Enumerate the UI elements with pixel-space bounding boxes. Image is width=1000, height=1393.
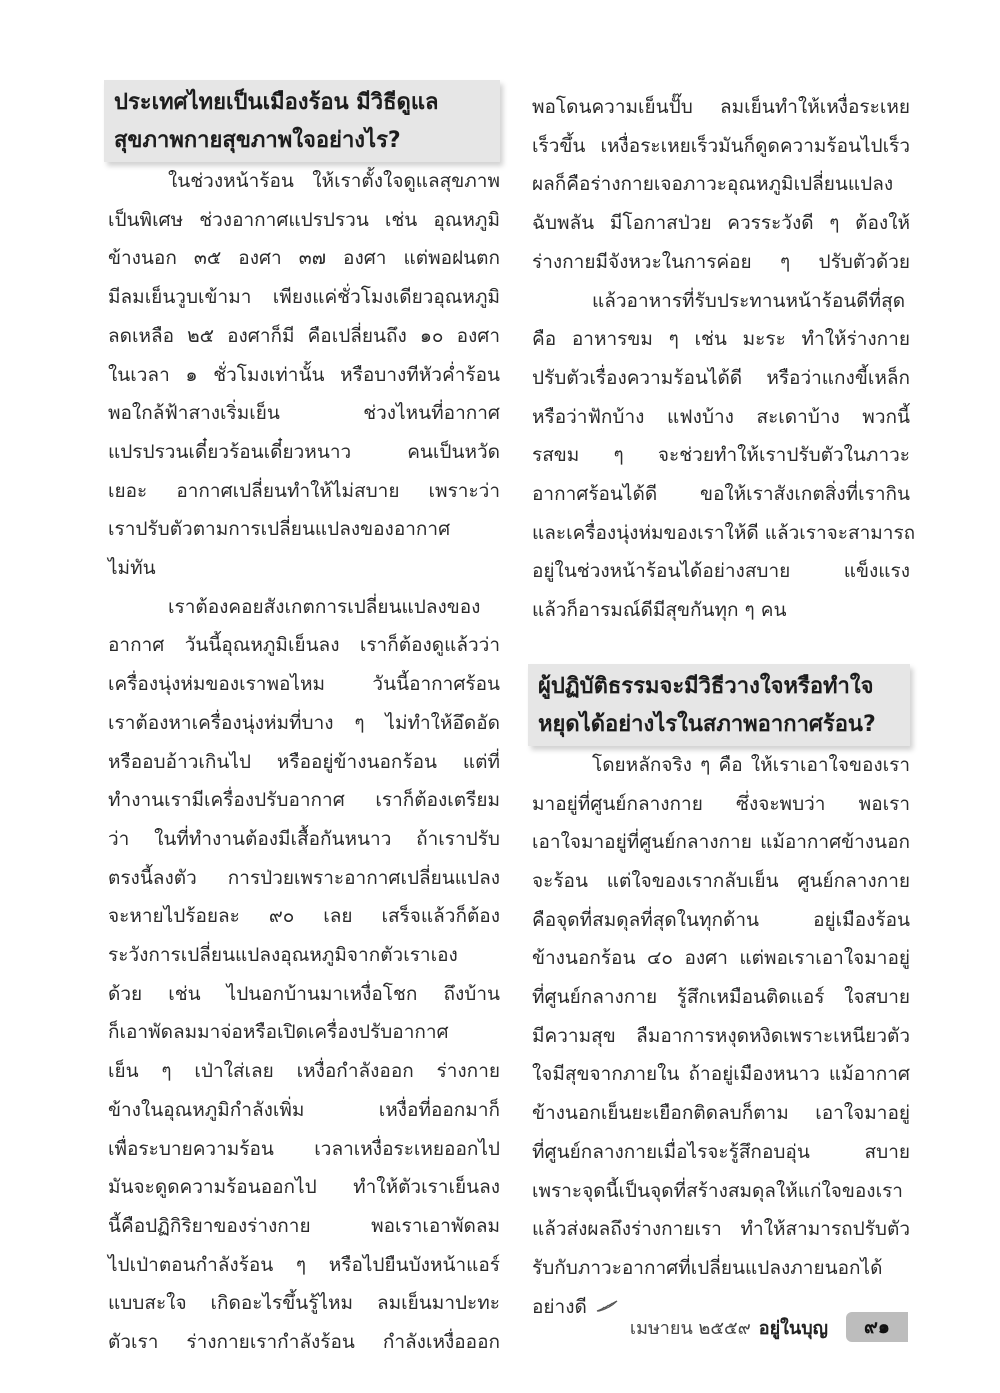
text-line: ใจมีสุขจากภายใน ถ้าอยู่เมืองหนาว แม้อากาศ xyxy=(532,1063,910,1086)
text-line: ร่างกายมีจังหวะในการค่อย ๆ ปรับตัวด้วย xyxy=(532,250,910,273)
text-line: ในช่วงหน้าร้อน ให้เราตั้งใจดูแลสุขภาพ xyxy=(168,170,500,192)
text-line: หรือว่าฟักบ้าง แฟงบ้าง สะเดาบ้าง พวกนี้ xyxy=(532,405,910,428)
text-line: และเครื่องนุ่งห่มของเราให้ดี แล้วเราจะสามารถ xyxy=(532,521,916,544)
text-line: ปรับตัวเรื่องความร้อนได้ดี หรือว่าแกงขี้เหล็ก xyxy=(532,366,910,389)
text-line: คือจุดที่สมดุลที่สุดในทุกด้าน อยู่เมืองร้อน xyxy=(532,908,910,931)
text-line: เราต้องคอยสังเกตการเปลี่ยนแปลงของ xyxy=(168,595,481,618)
text-line: ระวังการเปลี่ยนแปลงอุณหภูมิจากตัวเราเอง xyxy=(108,944,458,967)
text-line: ตรงนี้ลงตัว การป่วยเพราะอากาศเปลี่ยนแปลง xyxy=(108,866,500,889)
text-line: ข้างนอก ๓๕ องศา ๓๗ องศา แต่พอฝนตก xyxy=(108,247,500,270)
text-line: เยอะ อากาศเปลี่ยนทำให้ไม่สบาย เพราะว่า xyxy=(108,479,500,502)
text-line: รับกับภาวะอากาศที่เปลี่ยนแปลงภายนอกได้ xyxy=(532,1256,883,1279)
text-line: นี้คือปฏิกิริยาของร่างกาย พอเราเอาพัดลม xyxy=(108,1214,500,1237)
text-line: เราต้องหาเครื่องนุ่งห่มที่บาง ๆ ไม่ทำให้อึดอัด xyxy=(108,711,500,734)
text-line: พอโดนความเย็นปั๊บ ลมเย็นทำให้เหงื่อระเหย xyxy=(532,96,910,118)
text-line: แล้วส่งผลถึงร่างกายเรา ทำให้สามารถปรับตัว xyxy=(532,1218,910,1241)
text-line: อยู่ในช่วงหน้าร้อนได้อย่างสบาย แข็งแรง xyxy=(532,560,910,583)
text-line: ข้างนอกเย็นยะเยือกติดลบก็ตาม เอาใจมาอยู่ xyxy=(532,1102,910,1125)
text-line: ในเวลา ๑ ชั่วโมงเท่านั้น หรือบางทีหัวค่ำร้อน xyxy=(108,363,500,386)
text-line: ด้วย เช่น ไปนอกบ้านมาเหงื่อโชก ถึงบ้าน xyxy=(108,982,500,1005)
heading-line: ประเทศไทยเป็นเมืองร้อน มีวิธีดูแล xyxy=(114,90,439,115)
text-line: เย็น ๆ เป่าใส่เลย เหงื่อกำลังออก ร่างกาย xyxy=(108,1060,500,1083)
text-line: พอใกล้ฟ้าสางเริ่มเย็น ช่วงไหนที่อากาศ xyxy=(108,402,500,425)
text-line: รสขม ๆ จะช่วยทำให้เราปรับตัวในภาวะ xyxy=(532,444,910,467)
paragraph xyxy=(532,746,910,1327)
magazine-name: อยู่ในบุญ xyxy=(758,1317,828,1339)
text-line: ข้างในอุณหภูมิกำลังเพิ่ม เหงื่อที่ออกมาก็ xyxy=(108,1098,500,1121)
text-line: แบบสะใจ เกิดอะไรขึ้นรู้ไหม ลมเย็นมาปะทะ xyxy=(108,1292,500,1315)
text-line: ไปเป่าตอนกำลังร้อน ๆ หรือไปยืนบังหน้าแอร์ xyxy=(108,1253,500,1276)
text-line: ว่า ในที่ทำงานต้องมีเสื้อกันหนาว ถ้าเราปรับ xyxy=(108,827,500,850)
text-line: เพราะจุดนี้เป็นจุดที่สร้างสมดุลให้แก่ใจของเรา xyxy=(532,1179,903,1202)
right-column xyxy=(532,88,916,1327)
text-line: ข้างนอกร้อน ๔๐ องศา แต่พอเราเอาใจมาอยู่ xyxy=(532,947,910,970)
left-column xyxy=(108,80,500,1362)
text-line: เพื่อระบายความร้อน เวลาเหงื่อระเหยออกไป xyxy=(108,1137,500,1160)
text-line: โดยหลักจริง ๆ คือ ให้เราเอาใจของเรา xyxy=(592,753,910,776)
page-footer xyxy=(630,1312,908,1342)
last-word: อย่างดี xyxy=(532,1295,587,1318)
text-line: มีความสุข ลืมอาการหงุดหงิดเพราะเหนียวตัว xyxy=(532,1024,910,1047)
text-line: อากาศร้อนได้ดี ขอให้เราสังเกตสิ่งที่เรากิน xyxy=(532,483,910,506)
text-line: ฉับพลัน มีโอกาสป่วย ควรระวังดี ๆ ต้องให้ xyxy=(532,212,910,235)
text-line: หรืออบอ้าวเกินไป หรืออยู่ข้างนอกร้อน แต่ที่ xyxy=(108,750,500,773)
heading-line: สุขภาพกายสุขภาพใจอย่างไร? xyxy=(114,128,401,153)
text-line: เร็วขึ้น เหงื่อระเหยเร็วมันก็ดูดความร้อนไปเร็ว xyxy=(532,134,910,157)
text-line: ที่ศูนย์กลางกายเมื่อไรจะรู้สึกอบอุ่น สบาย xyxy=(532,1140,910,1163)
text-line: อากาศ วันนี้อุณหภูมิเย็นลง เราก็ต้องดูแล้วว่า xyxy=(108,634,500,657)
page-number: ๙๑ xyxy=(846,1312,908,1342)
text-line: ลดเหลือ ๒๕ องศาก็มี คือเปลี่ยนถึง ๑๐ องศา xyxy=(108,324,500,347)
section-heading-2 xyxy=(528,664,910,746)
heading-line: ผู้ปฏิบัติธรรมจะมีวิธีวางใจหรือทำใจ xyxy=(538,673,874,699)
text-line: เราปรับตัวตามการเปลี่ยนแปลงของอากาศ xyxy=(108,518,451,541)
feather-end-mark-icon xyxy=(595,1288,619,1327)
text-line: ไม่ทัน xyxy=(108,557,156,580)
text-line: ทำงานเรามีเครื่องปรับอากาศ เราก็ต้องเตรียม xyxy=(108,789,500,812)
text-line: จะร้อน แต่ใจของเรากลับเย็น ศูนย์กลางกาย xyxy=(532,869,910,892)
text-line: เป็นพิเศษ ช่วงอากาศแปรปรวน เช่น อุณหภูมิ xyxy=(108,208,500,231)
paragraph xyxy=(532,88,910,282)
paragraph xyxy=(108,162,500,588)
text-line: มันจะดูดความร้อนออกไป ทำให้ตัวเราเย็นลง xyxy=(108,1176,500,1199)
section-heading-1 xyxy=(104,80,500,162)
text-line: ผลก็คือร่างกายเจอภาวะอุณหภูมิเปลี่ยนแปลง xyxy=(532,173,894,196)
text-line: เอาใจมาอยู่ที่ศูนย์กลางกาย แม้อากาศข้างนอก xyxy=(532,831,910,854)
issue-month: เมษายน ๒๕๕๙ xyxy=(629,1317,751,1339)
text-line: แล้วอาหารที่รับประทานหน้าร้อนดีที่สุด xyxy=(592,289,906,312)
paragraph xyxy=(532,282,916,630)
text-line: ที่ศูนย์กลางกาย รู้สึกเหมือนติดแอร์ ใจสบาย xyxy=(532,986,910,1009)
text-line: ตัวเรา ร่างกายเรากำลังร้อน กำลังเหงื่อออก xyxy=(108,1331,500,1354)
text-line: ก็เอาพัดลมมาจ่อหรือเปิดเครื่องปรับอากาศ xyxy=(108,1021,449,1044)
text-line: แล้วก็อารมณ์ดีมีสุขกันทุก ๆ คน xyxy=(532,599,787,622)
text-line: คือ อาหารขม ๆ เช่น มะระ ทำให้ร่างกาย xyxy=(532,328,910,351)
text-line: แปรปรวนเดี๋ยวร้อนเดี๋ยวหนาว คนเป็นหวัด xyxy=(108,440,500,463)
text-line: เครื่องนุ่งห่มของเราพอไหม วันนี้อากาศร้อน xyxy=(108,673,500,696)
text-line: มาอยู่ที่ศูนย์กลางกาย ซึ่งจะพบว่า พอเรา xyxy=(532,792,910,815)
text-line: จะหายไปร้อยละ ๙๐ เลย เสร็จแล้วก็ต้อง xyxy=(108,905,500,928)
paragraph xyxy=(108,588,500,1362)
heading-line: หยุดได้อย่างไรในสภาพอากาศร้อน? xyxy=(538,711,876,737)
text-line: มีลมเย็นวูบเข้ามา เพียงแค่ชั่วโมงเดียวอุณหภูมิ xyxy=(108,286,500,309)
